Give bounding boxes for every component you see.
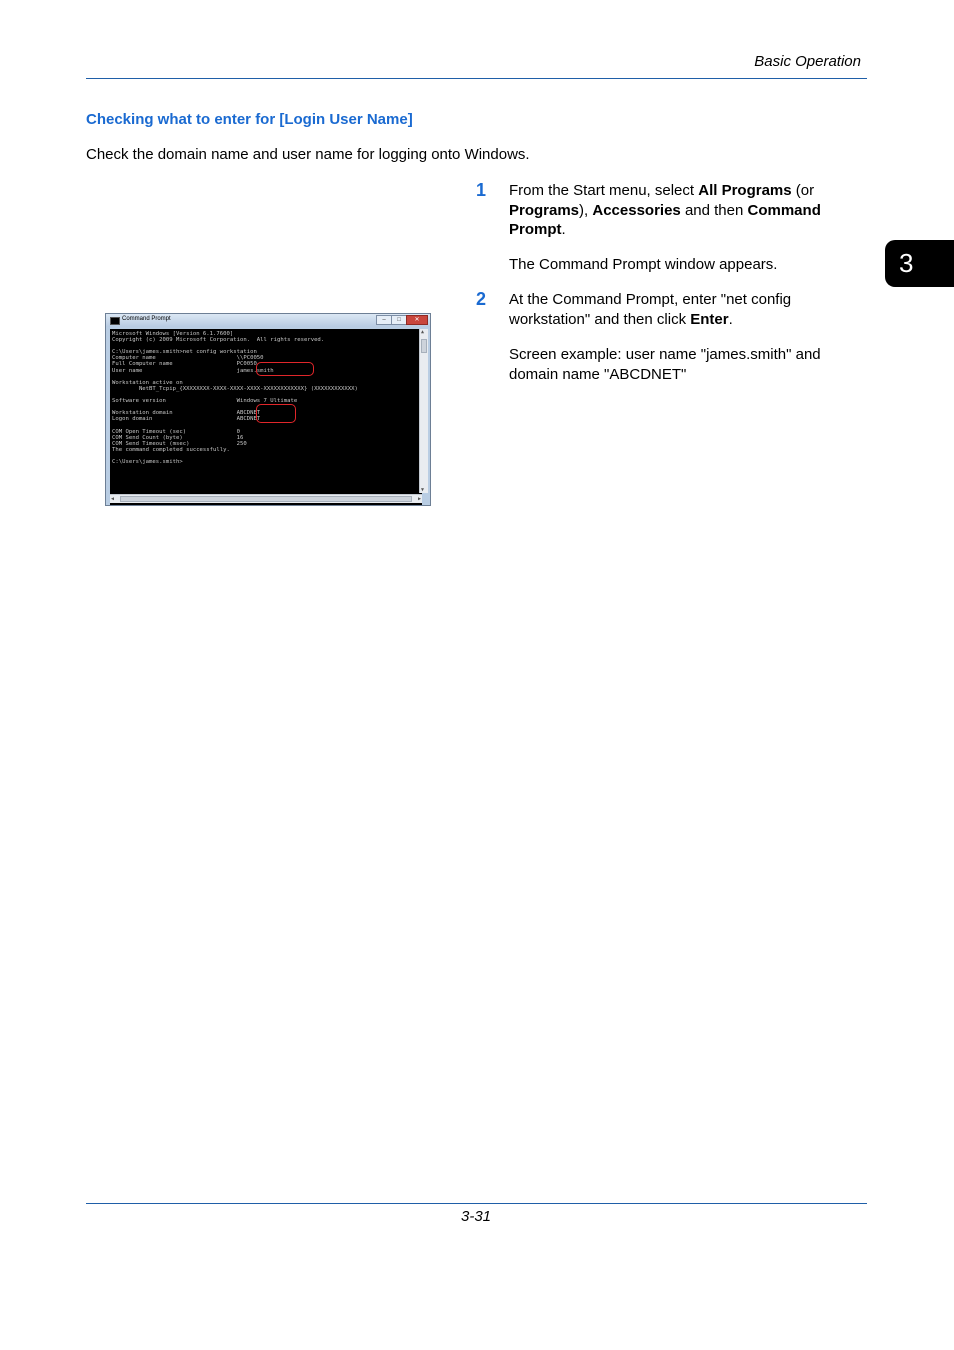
window-title: Command Prompt	[122, 316, 171, 322]
horizontal-scrollbar	[110, 494, 422, 503]
console-line: C:\Users\james.smith>net config workstation	[112, 349, 257, 356]
scroll-up-icon: ▲	[421, 329, 425, 335]
user-name-highlight	[256, 362, 314, 376]
scroll-right-icon: ▶	[417, 496, 421, 502]
console-line: User name james.smith	[112, 367, 274, 374]
domain-highlight	[256, 404, 296, 423]
command-prompt-icon	[110, 317, 120, 325]
page-number: 3-31	[461, 1208, 492, 1225]
command-prompt-screenshot	[105, 313, 431, 506]
step-2-text: At the Command Prompt, enter "net config workstation" and then click Enter.	[509, 291, 792, 328]
console-line: The command completed successfully.	[112, 446, 230, 453]
console-line: Microsoft Windows [Version 6.1.7600]	[112, 331, 234, 337]
vertical-scrollbar	[419, 329, 428, 493]
scroll-thumb	[421, 339, 427, 353]
console-line: NetBT_Tcpip_{XXXXXXXX-XXXX-XXXX-XXXX-XXXXXXXXXXXX} (XXXXXXXXXXXX)	[112, 385, 358, 392]
console-line: Workstation active on	[112, 379, 183, 386]
section-title: Checking what to enter for [Login User Name]	[86, 111, 413, 128]
console-line: Copyright (c) 2009 Microsoft Corporation. All rights reserved.	[112, 337, 325, 344]
horizontal-scroll-thumb	[120, 496, 412, 502]
footer-rule	[86, 1203, 867, 1204]
scroll-down-icon: ▼	[421, 487, 425, 493]
minimize-icon: –	[376, 315, 392, 325]
scroll-left-icon: ◀	[111, 496, 115, 502]
step-2-number: 2	[476, 289, 487, 309]
console-line: COM Send Timeout (msec) 250	[112, 440, 247, 447]
console-line: C:\Users\james.smith>	[112, 458, 183, 465]
console-output	[112, 331, 358, 465]
console-line: Logon domain ABCDNET	[112, 416, 261, 423]
console-line: COM Send Count (byte) 16	[112, 434, 244, 441]
window-titlebar	[106, 314, 430, 327]
console-line: Workstation domain ABCDNET	[112, 410, 261, 417]
maximize-icon: □	[391, 315, 407, 325]
close-icon: ✕	[406, 315, 428, 325]
header-rule	[86, 78, 867, 79]
step-1-note: The Command Prompt window appears.	[509, 256, 778, 273]
console-line: COM Open Timeout (sec) 0	[112, 428, 240, 435]
console-line: Computer name \\PC0050	[112, 355, 264, 362]
intro-paragraph: Check the domain name and user name for logging onto Windows.	[86, 146, 530, 163]
console-line: Software version Windows 7 Ultimate	[112, 398, 298, 405]
console-line: Full Computer name PC0050	[112, 361, 257, 368]
step-1-number: 1	[476, 180, 487, 200]
step-1-text: From the Start menu, select All Programs (or Programs), Accessories and then Command Prompt.	[509, 182, 821, 238]
console-area	[110, 329, 425, 505]
chapter-tab: 3	[885, 240, 954, 287]
running-header: Basic Operation	[754, 53, 861, 70]
step-2-note: Screen example: user name "james.smith" and domain name "ABCDNET"	[509, 346, 821, 383]
